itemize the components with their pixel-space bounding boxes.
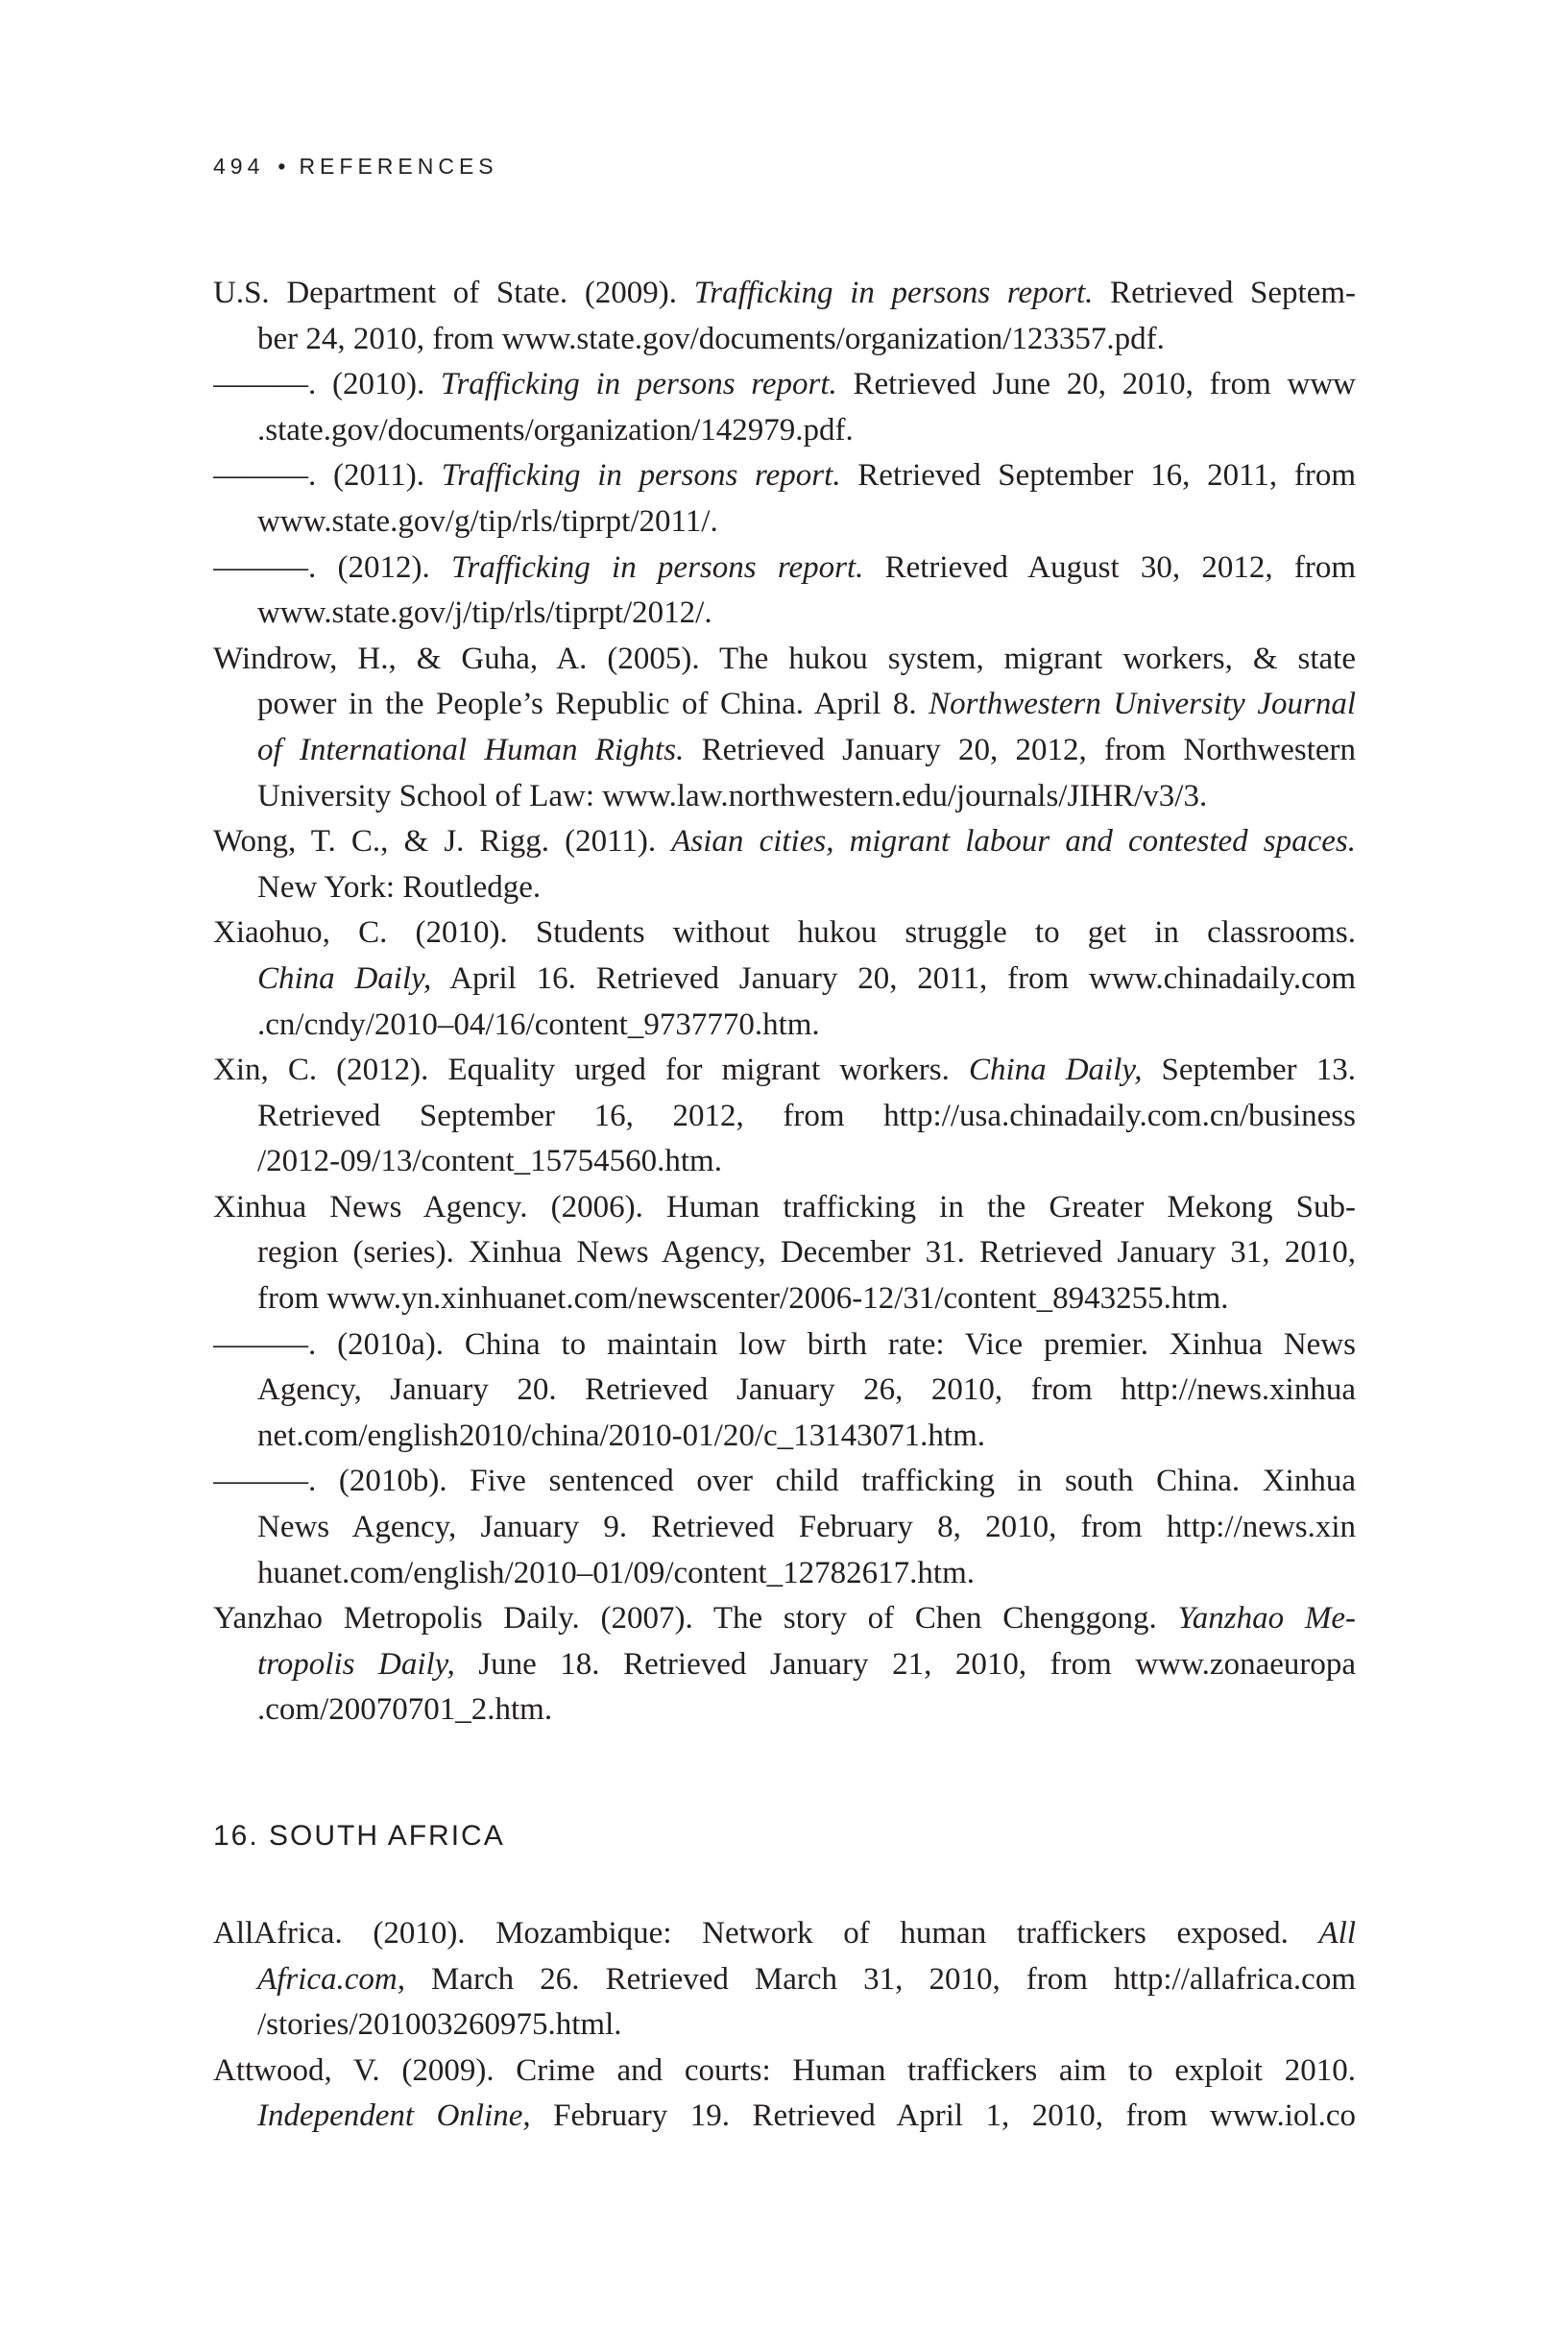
- reference-text: Retrieved June 20, 2010, from www: [836, 367, 1356, 402]
- reference-text: ———. (2010).: [213, 367, 441, 402]
- italic-title: All: [1318, 1916, 1356, 1951]
- reference-text: Retrieved August 30, 2012, from: [863, 549, 1356, 585]
- reference-line: [213, 453, 1356, 499]
- reference-line: [213, 1505, 1356, 1551]
- reference-text: region (series). Xinhua News Agency, December 31. Retrieved January 31, 2010,: [257, 1235, 1356, 1271]
- reference-text: AllAfrica. (2010). Mozambique: Network of human traffickers exposed.: [213, 1916, 1319, 1951]
- reference-line: [213, 957, 1356, 1003]
- reference-entry: [213, 637, 1356, 819]
- reference-text: News Agency, January 9. Retrieved February 8, 2010, from http://news.xin: [257, 1510, 1356, 1545]
- reference-text: Attwood, V. (2009). Crime and courts: Human traffickers aim to exploit 2010.: [213, 2052, 1356, 2088]
- reference-line: [213, 1459, 1356, 1505]
- reference-line: [213, 1139, 1356, 1185]
- reference-entry: [213, 1048, 1356, 1185]
- reference-line: [213, 1414, 1356, 1460]
- reference-text: U.S. Department of State. (2009).: [213, 276, 694, 310]
- reference-text: Yanzhao Metropolis Daily. (2007). The story of Chen Chenggong.: [213, 1601, 1178, 1637]
- reference-line: [213, 865, 1356, 911]
- reference-entry: [213, 271, 1356, 362]
- page-number: 494: [213, 154, 265, 179]
- reference-line: [213, 1094, 1356, 1140]
- italic-title: Asian cities, migrant labour and contested spaces.: [671, 824, 1356, 860]
- reference-entry: [213, 910, 1356, 1048]
- reference-text: Agency, January 20. Retrieved January 26, 2010, from http://news.xinhua: [257, 1372, 1356, 1408]
- reference-line: [213, 910, 1356, 957]
- reference-line: [213, 1957, 1356, 2003]
- reference-line: [213, 1230, 1356, 1276]
- italic-title: Trafficking in persons report.: [693, 276, 1094, 310]
- reference-line: [213, 1368, 1356, 1414]
- reference-line: [213, 637, 1356, 683]
- italic-title: Yanzhao Me-: [1177, 1601, 1356, 1637]
- reference-entry: [213, 1596, 1356, 1734]
- reference-line: [213, 317, 1356, 363]
- reference-text: Wong, T. C., & J. Rigg. (2011).: [213, 824, 672, 860]
- reference-text: Retrieved September 16, 2011, from: [840, 458, 1356, 494]
- reference-line: [213, 591, 1356, 637]
- reference-text: New York: Routledge.: [257, 869, 542, 905]
- reference-line: [213, 1322, 1356, 1369]
- reference-line: [213, 1551, 1356, 1597]
- italic-title: Trafficking in persons report.: [441, 458, 841, 494]
- reference-line: [213, 2049, 1356, 2095]
- reference-text: .com/20070701_2.htm.: [257, 1692, 553, 1728]
- reference-text: University School of Law: www.law.northwestern.edu/journals/JIHR/v3/3.: [257, 778, 1208, 813]
- reference-entry: [213, 1322, 1356, 1460]
- reference-text: ———. (2010a). China to maintain low birth rate: Vice premier. Xinhua News: [213, 1326, 1356, 1362]
- reference-line: [213, 362, 1356, 408]
- reference-line: [213, 1687, 1356, 1734]
- reference-text: www.state.gov/g/tip/rls/tiprpt/2011/.: [257, 503, 718, 539]
- reference-line: [213, 1911, 1356, 1957]
- reference-list-china: [213, 271, 1356, 1734]
- reference-list-south-africa: [213, 1911, 1356, 2140]
- reference-entry: [213, 546, 1356, 637]
- reference-text: ———. (2010b). Five sentenced over child trafficking in south China. Xinhua: [213, 1464, 1356, 1499]
- reference-line: [213, 1185, 1356, 1231]
- running-head: [213, 154, 498, 180]
- italic-title: China Daily,: [968, 1053, 1143, 1088]
- reference-text: Xiaohuo, C. (2010). Students without hukou struggle to get in classrooms.: [213, 915, 1356, 951]
- reference-line: [213, 546, 1356, 592]
- reference-line: [213, 2002, 1356, 2049]
- italic-title: Trafficking in persons report.: [450, 549, 864, 585]
- reference-text: ———. (2011).: [213, 458, 442, 494]
- reference-line: [213, 819, 1356, 865]
- reference-text: /stories/201003260975.html.: [257, 2007, 622, 2043]
- reference-line: [213, 271, 1356, 317]
- reference-text: Windrow, H., & Guha, A. (2005). The hukou system, migrant workers, & state: [213, 641, 1356, 676]
- reference-text: Retrieved January 20, 2012, from Northwestern: [684, 732, 1356, 767]
- italic-title: of International Human Rights.: [257, 732, 685, 767]
- reference-line: [213, 682, 1356, 728]
- italic-title: Trafficking in persons report.: [440, 367, 837, 402]
- reference-text: September 13.: [1142, 1053, 1356, 1088]
- italic-title: Independent Online,: [257, 2098, 531, 2134]
- reference-text: ———. (2012).: [213, 549, 451, 585]
- reference-text: www.state.gov/j/tip/rls/tiprpt/2012/.: [257, 595, 712, 631]
- reference-line: [213, 774, 1356, 820]
- reference-text: Xinhua News Agency. (2006). Human trafficking in the Greater Mekong Sub-: [213, 1189, 1356, 1224]
- reference-text: ber 24, 2010, from www.state.gov/documents/organization/123357.pdf.: [257, 321, 1165, 356]
- reference-text: huanet.com/english/2010–01/09/content_12782617.htm.: [257, 1555, 975, 1590]
- reference-text: power in the People’s Republic of China. April 8.: [257, 687, 929, 722]
- reference-text: March 26. Retrieved March 31, 2010, from http://allafrica.com: [404, 1961, 1356, 1997]
- reference-line: [213, 728, 1356, 774]
- reference-text: Retrieved Septem-: [1093, 276, 1356, 310]
- reference-entry: [213, 453, 1356, 545]
- reference-line: [213, 1048, 1356, 1094]
- italic-title: China Daily,: [257, 960, 432, 996]
- reference-entry: [213, 1185, 1356, 1322]
- reference-entry: [213, 1459, 1356, 1596]
- reference-entry: [213, 1911, 1356, 2049]
- reference-text: Retrieved September 16, 2012, from http://usa.chinadaily.com.cn/business: [257, 1098, 1356, 1133]
- reference-text: Xin, C. (2012). Equality urged for migrant workers.: [213, 1053, 969, 1088]
- italic-title: tropolis Daily,: [257, 1646, 455, 1682]
- reference-line: [213, 1596, 1356, 1642]
- reference-text: from www.yn.xinhuanet.com/newscenter/2006-12/31/content_8943255.htm.: [257, 1281, 1229, 1317]
- reference-text: April 16. Retrieved January 20, 2011, from www.chinadaily.com: [431, 960, 1356, 996]
- reference-entry: [213, 819, 1356, 910]
- reference-text: .cn/cndy/2010–04/16/content_9737770.htm.: [257, 1006, 820, 1042]
- reference-text: /2012-09/13/content_15754560.htm.: [257, 1144, 722, 1179]
- reference-text: .state.gov/documents/organization/142979.pdf.: [257, 412, 854, 448]
- italic-title: Africa.com,: [257, 1961, 405, 1997]
- reference-text: June 18. Retrieved January 21, 2010, from www.zonaeuropa: [454, 1646, 1356, 1682]
- reference-entry: [213, 362, 1356, 453]
- reference-line: [213, 499, 1356, 546]
- section-heading: 16. SOUTH AFRICA: [213, 1820, 505, 1852]
- reference-line: [213, 1003, 1356, 1049]
- reference-text: February 19. Retrieved April 1, 2010, from www.iol.co: [530, 2098, 1356, 2134]
- reference-line: [213, 408, 1356, 454]
- running-head-title: REFERENCES: [299, 154, 498, 179]
- reference-entry: [213, 2049, 1356, 2140]
- reference-line: [213, 1642, 1356, 1688]
- reference-line: [213, 1276, 1356, 1322]
- italic-title: Northwestern University Journal: [929, 687, 1356, 722]
- reference-text: net.com/english2010/china/2010-01/20/c_13143071.htm.: [257, 1418, 985, 1453]
- reference-line: [213, 2094, 1356, 2140]
- bullet-separator: •: [277, 154, 286, 179]
